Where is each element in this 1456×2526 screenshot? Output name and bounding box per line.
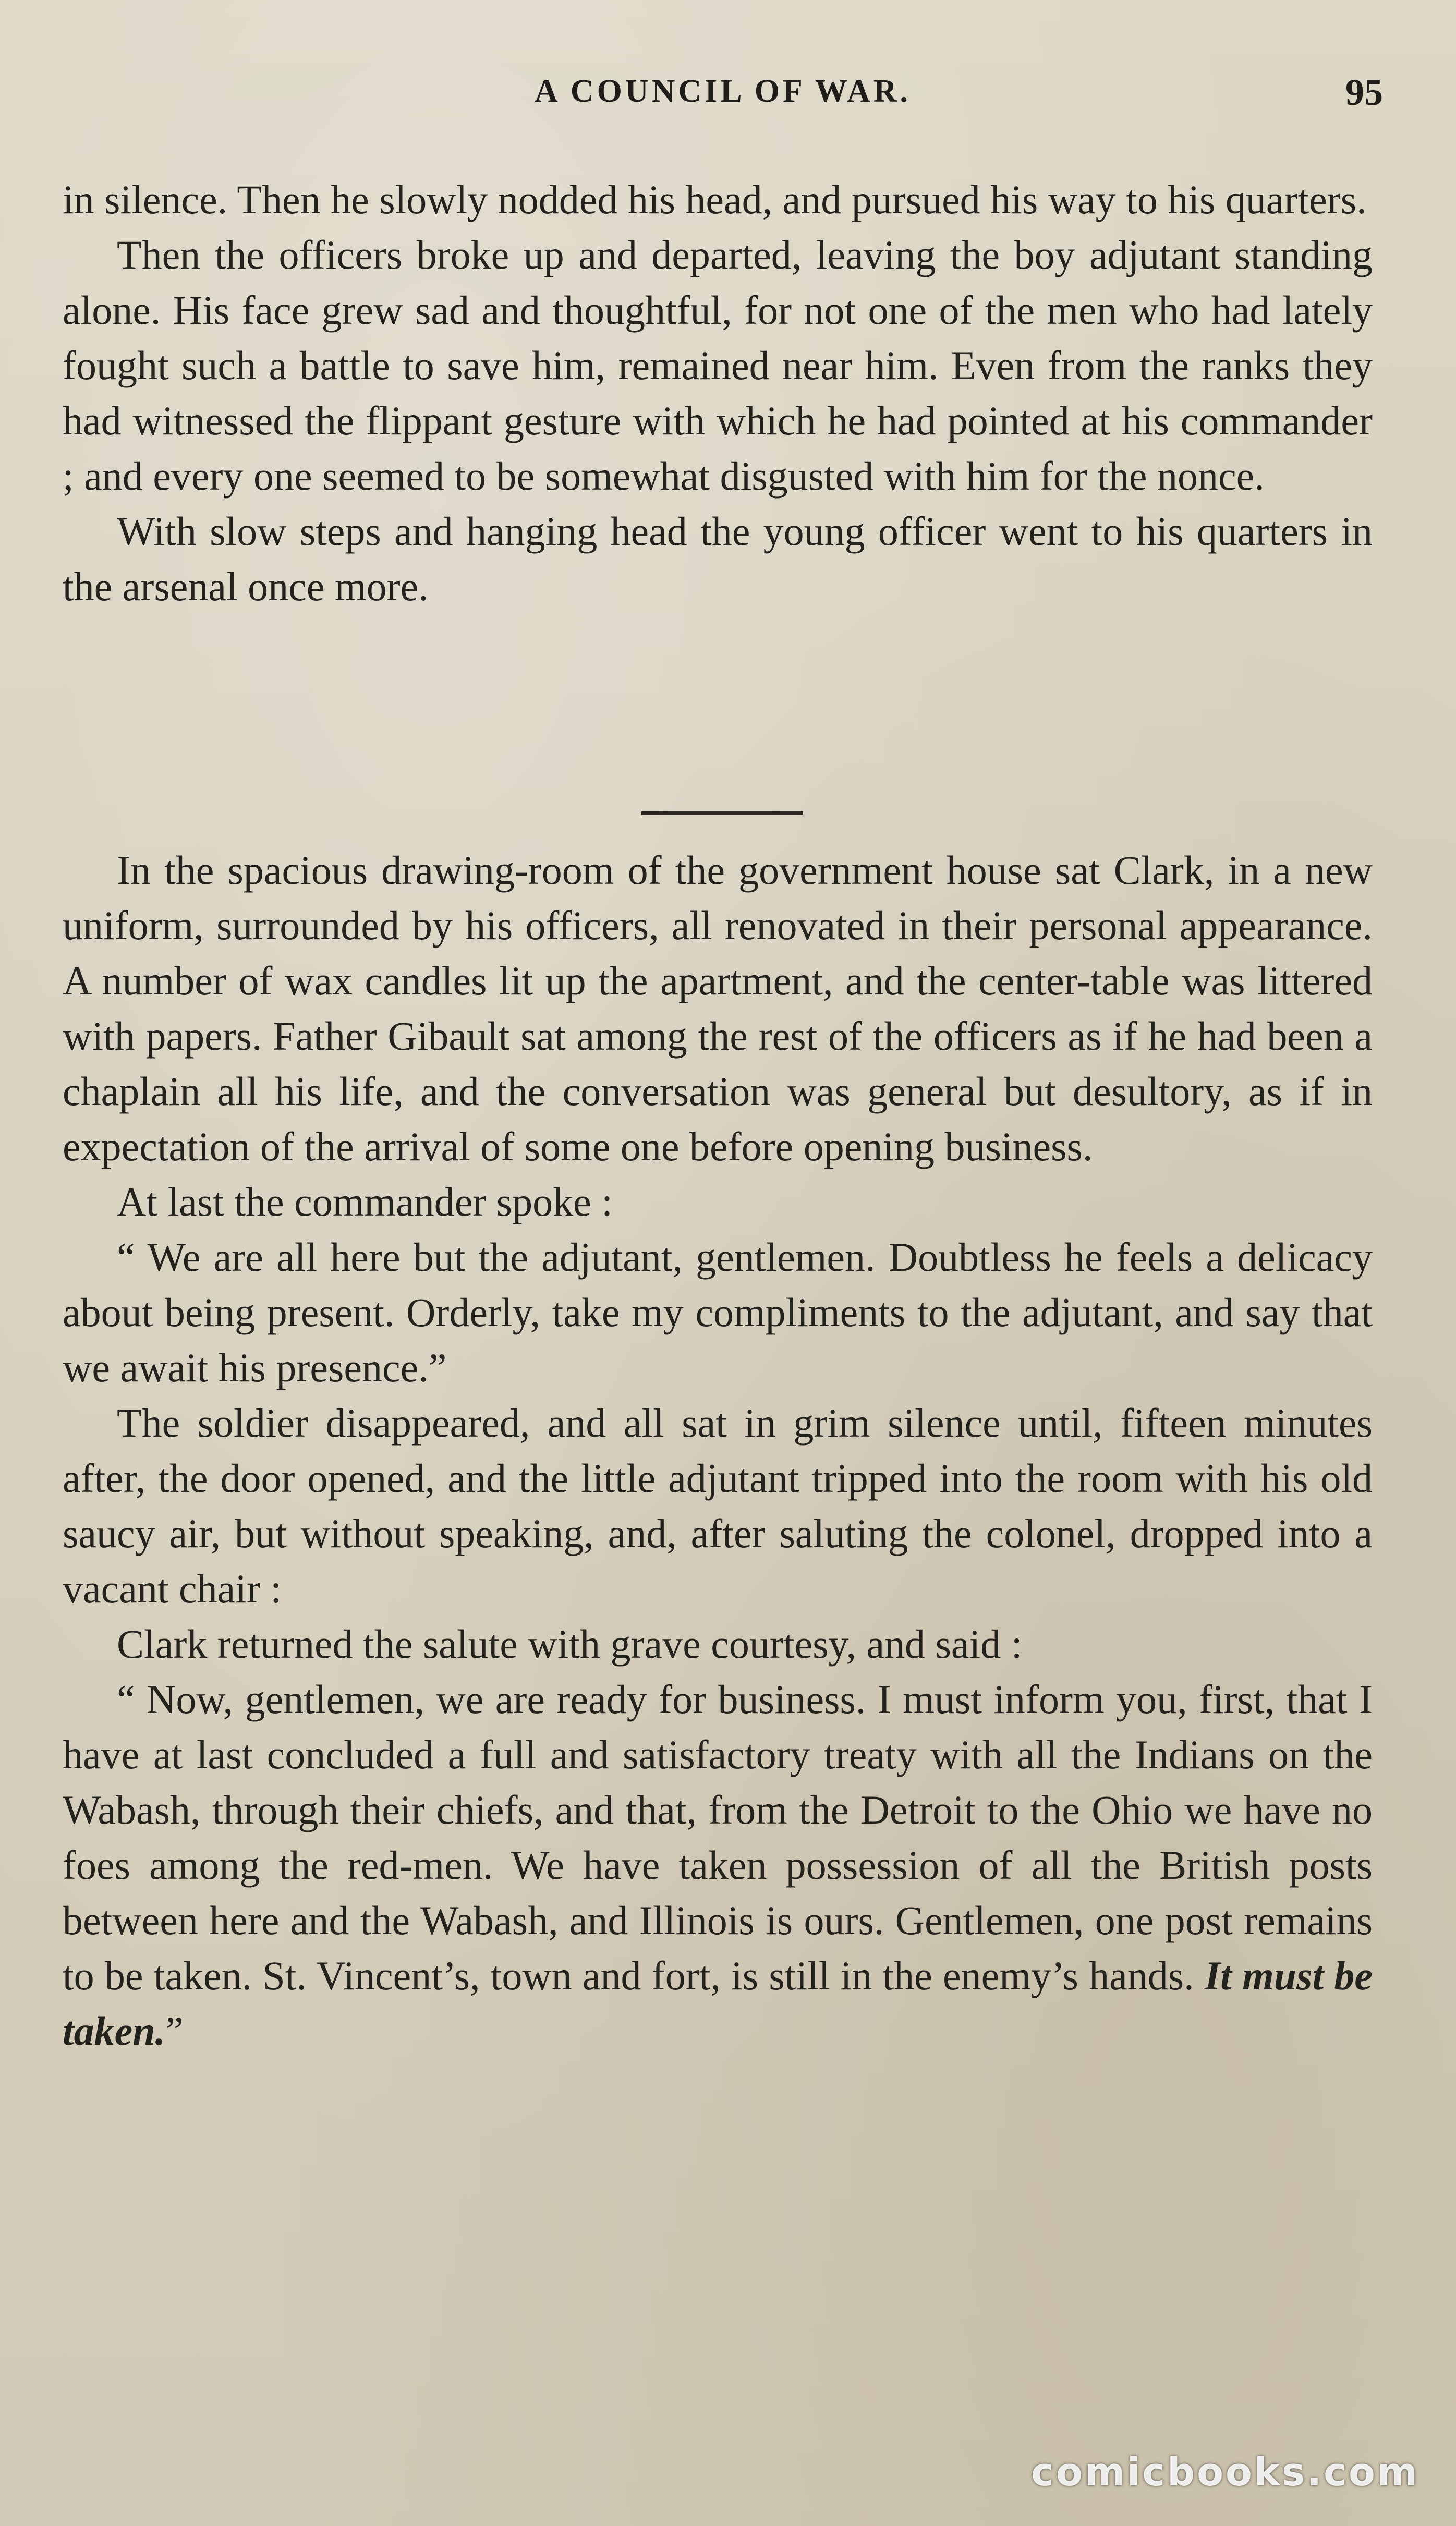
page-number: 95 xyxy=(1345,71,1383,113)
paragraph: Then the officers broke up and departed, leaving the boy adjutant standing alone. His face grew sad and thoughtful, for not one of the men who had lately fought such a battle to save him, remained near him. Even from the ranks they had witnessed the flippant gesture with which he had pointed at his commander ; and every one seemed to be somewhat disgusted with him for the nonce. xyxy=(63,232,1373,499)
section-divider xyxy=(641,811,803,815)
paragraph-final xyxy=(63,1672,1373,2059)
paragraph: With slow steps and hanging head the young officer went to his quarters in the arsenal once more. xyxy=(63,508,1373,609)
section-one-text xyxy=(63,172,1373,614)
section-two-text xyxy=(63,843,1373,2059)
paragraph: “ We are all here but the adjutant, gentlemen. Doubtless he feels a delicacy about being present. Orderly, take my compliments to the adjutant, and say that we await his presence.” xyxy=(63,1234,1373,1390)
paragraph: At last the commander spoke : xyxy=(117,1179,613,1224)
emphasized-text: It must be taken. xyxy=(63,1953,1373,2054)
running-header xyxy=(63,73,1383,120)
closing-quote: ” xyxy=(165,2008,184,2054)
paragraph: The soldier disappeared, and all sat in grim silence until, fifteen minutes after, the door opened, and the little adjutant tripped into the room with his old saucy air, but without speaking, and, after saluting the colonel, dropped into a vacant chair : xyxy=(63,1400,1373,1611)
site-watermark: comicbooks.com xyxy=(1031,2450,1419,2495)
paragraph: Clark returned the salute with grave courtesy, and said : xyxy=(117,1621,1023,1667)
paragraph-continuation: in silence. Then he slowly nodded his head, and pursued his way to his quarters. xyxy=(63,177,1367,222)
chapter-title: A COUNCIL OF WAR. xyxy=(534,74,912,109)
paragraph: In the spacious drawing-room of the government house sat Clark, in a new uniform, surrounded by his officers, all renovated in their personal appearance. A number of wax candles lit up the apartment, and the center-table was littered with papers. Father Gibault sat among the rest of the officers as if he had been a chaplain all his life, and the conversation was general but desultory, as if in expectation of the arrival of some one before opening business. xyxy=(63,847,1373,1169)
final-paragraph-text: “ Now, gentlemen, we are ready for business. I must inform you, first, that I have at last concluded a full and satisfactory treaty with all the Indians on the Wabash, through their chiefs, and that, from the Detroit to the Ohio we have no foes among the red-men. We have taken possession of all the British posts between here and the Wabash, and Illinois is ours. Gentlemen, one post remains to be taken. St. Vincent’s, town and fort, is still in the enemy’s hands. xyxy=(63,1677,1373,1998)
